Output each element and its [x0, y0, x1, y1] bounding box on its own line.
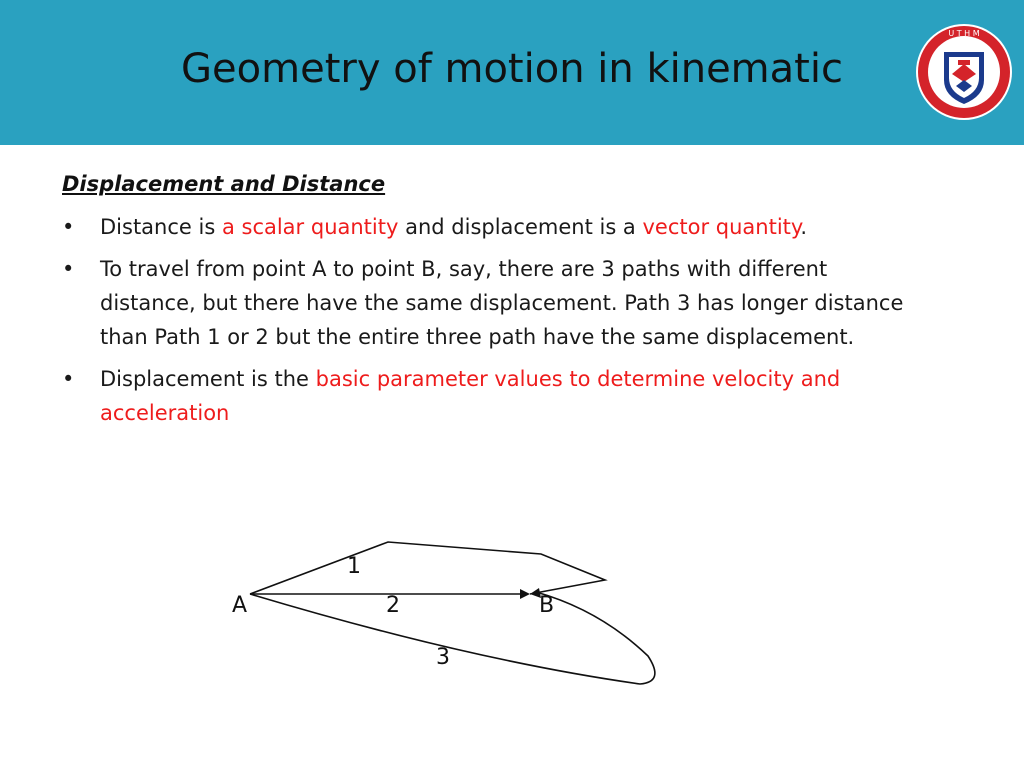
header-bar	[0, 0, 1024, 145]
bullet-item-2	[62, 252, 922, 354]
highlight-text: a scalar quantity	[221, 215, 399, 239]
path-2-label: 2	[386, 593, 400, 618]
bullet-dot: •	[62, 215, 75, 239]
path-1-line	[250, 542, 605, 594]
highlight-text: vector quantity	[642, 215, 801, 239]
svg-text:U T H M: U T H M	[948, 29, 980, 38]
bullet-text	[100, 367, 840, 425]
slide-title: Geometry of motion in kinematic	[181, 46, 843, 92]
body-text: .	[800, 215, 808, 239]
bullet-item-1	[62, 210, 922, 244]
bullet-text	[100, 215, 807, 239]
bullet-item-3	[62, 362, 922, 430]
bullet-list	[62, 210, 922, 438]
bullet-text	[100, 257, 903, 349]
paths-diagram	[0, 520, 1024, 768]
path-3-label: 3	[436, 645, 450, 670]
body-text: Distance is	[100, 215, 222, 239]
utm-logo-icon	[914, 22, 1014, 122]
highlight-text: basic parameter values to determine velocity and acceleration	[100, 367, 841, 425]
path-3-line	[250, 592, 655, 684]
section-heading: Displacement and Distance	[62, 172, 386, 196]
body-text: and displacement is a	[398, 215, 643, 239]
path-2-arrowhead	[520, 589, 530, 599]
body-text: To travel from point A to point B, say, there are 3 paths with different distance, but there have the same displacement. Path 3 has longer distance than Path 1 or 2 but the entire three path have the same displacement.	[100, 257, 904, 349]
point-a-label: A	[232, 593, 248, 618]
bullet-dot: •	[62, 257, 75, 281]
path-1-label: 1	[347, 554, 361, 579]
point-b-label: B	[539, 593, 555, 618]
bullet-dot: •	[62, 367, 75, 391]
body-text: Displacement is the	[100, 367, 316, 391]
